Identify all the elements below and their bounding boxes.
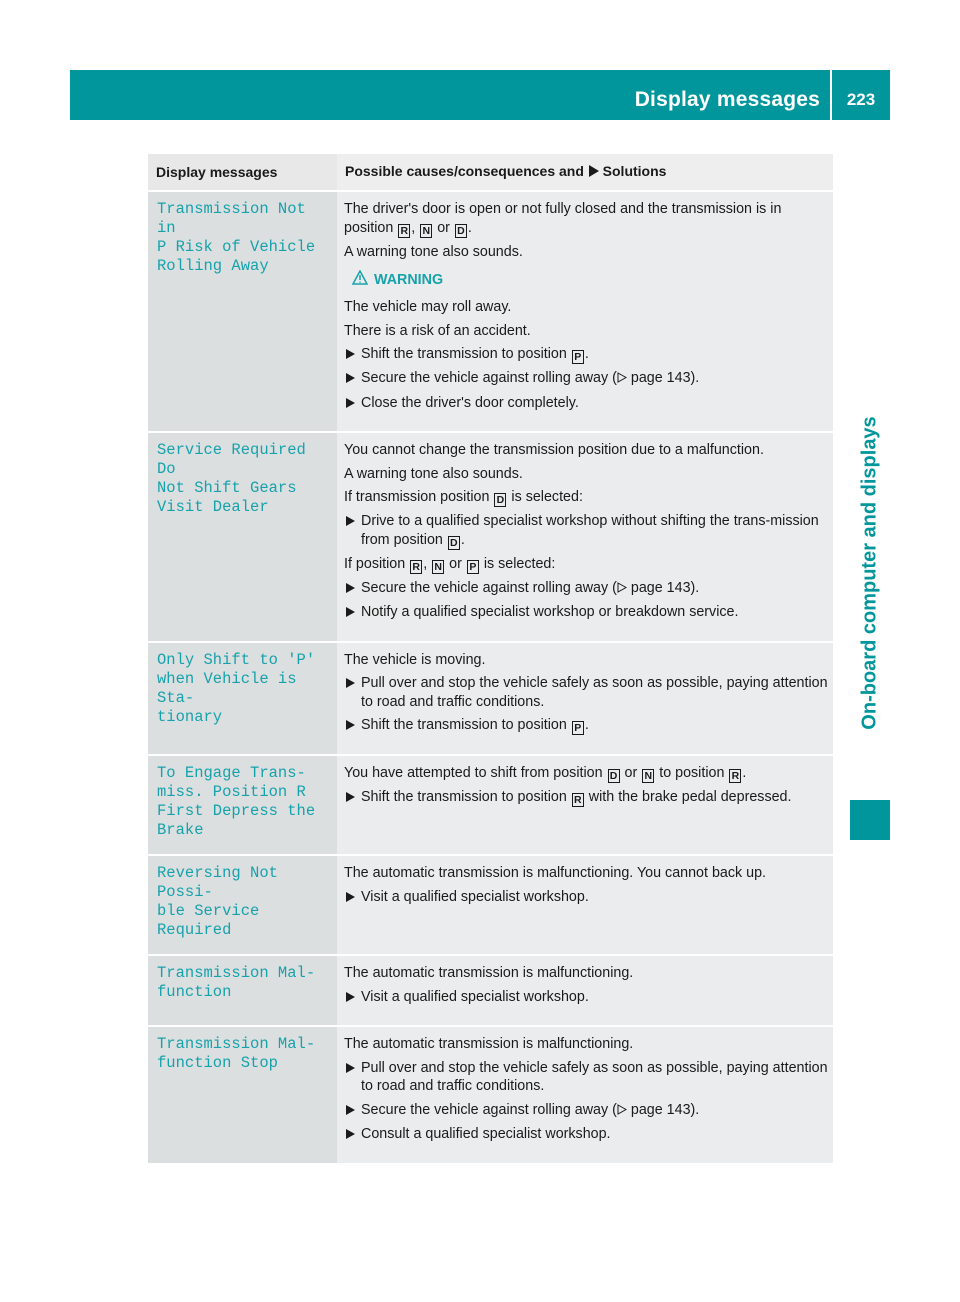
solution-cell [337, 432, 833, 642]
header-display-messages: Display messages [148, 154, 337, 191]
list-item: Visit a qualified specialist workshop. [344, 888, 829, 907]
page-number: 223 [846, 90, 876, 109]
list-item: Visit a qualified specialist workshop. [344, 988, 829, 1007]
warning-heading: WARNING [352, 270, 829, 289]
gear-p-icon: P [467, 560, 479, 574]
message-cell [148, 955, 337, 1026]
right-arrowhead-icon [346, 607, 355, 617]
header-causes-solutions: Possible causes/consequences and Solutions [337, 154, 833, 191]
gear-d-icon: D [455, 224, 467, 238]
display-message-text: Only Shift to 'P' when Vehicle is Sta‐ tionary [157, 650, 316, 726]
paragraph: You have attempted to shift from position D or N to position R . [344, 765, 747, 782]
warning-triangle-icon [352, 270, 374, 289]
list-item: Secure the vehicle against rolling away ( page 143). [344, 369, 829, 389]
gear-n-icon: N [420, 224, 432, 238]
table-row [148, 1026, 833, 1164]
table-row [148, 855, 833, 955]
right-arrowhead-icon [346, 720, 355, 730]
gear-n-icon: N [432, 560, 444, 574]
paragraph: A warning tone also sounds. [344, 243, 523, 260]
table-row [148, 955, 833, 1026]
right-arrowhead-icon [346, 792, 355, 802]
paragraph: The vehicle is moving. [344, 651, 486, 668]
message-cell [148, 432, 337, 642]
gear-r-icon: R [572, 793, 584, 807]
paragraph: A warning tone also sounds. [344, 465, 523, 482]
right-arrowhead-icon [346, 678, 355, 688]
right-arrowhead-icon [346, 892, 355, 902]
display-message-text: Transmission Mal‐ function [157, 964, 316, 1001]
paragraph: The automatic transmission is malfunctioning. [344, 965, 634, 981]
solution-cell [337, 642, 833, 756]
solution-cell [337, 955, 833, 1026]
paragraph: If transmission position D is selected: [344, 489, 583, 506]
right-arrowhead-icon [588, 164, 599, 180]
paragraph: There is a risk of an accident. [344, 322, 531, 339]
table-header-row [148, 154, 833, 191]
chapter-side-tab [850, 120, 890, 730]
paragraph: The vehicle may roll away. [344, 299, 512, 315]
list-item: Shift the transmission to position P . [344, 716, 829, 735]
chapter-label: On-board computer and displays [858, 416, 881, 730]
table-row [148, 432, 833, 642]
table-row [148, 755, 833, 855]
message-cell [148, 642, 337, 756]
list-item: Shift the transmission to position P . [344, 345, 829, 364]
right-arrowhead-icon [346, 349, 355, 359]
right-arrowhead-icon [346, 398, 355, 408]
gear-d-icon: D [448, 536, 460, 550]
list-item: Shift the transmission to position R with the brake pedal depressed. [344, 788, 829, 807]
solution-cell [337, 1026, 833, 1164]
right-arrowhead-icon [346, 1063, 355, 1073]
display-message-text: Transmission Mal‐ function Stop [157, 1035, 316, 1072]
gear-r-icon: R [398, 224, 410, 238]
page-ref-triangle-icon [617, 370, 627, 389]
gear-p-icon: P [572, 721, 584, 735]
list-item: Pull over and stop the vehicle safely as soon as possible, paying attention to road and traffic conditions. [344, 1059, 829, 1096]
message-cell [148, 191, 337, 432]
gear-r-icon: R [410, 560, 422, 574]
paragraph: The driver's door is open or not fully closed and the transmission is in position R , N or D . [344, 201, 782, 237]
display-message-text: Service Required Do Not Shift Gears Visit Dealer [157, 441, 306, 516]
message-cell [148, 855, 337, 955]
paragraph: The automatic transmission is malfunctioning. You cannot back up. [344, 865, 766, 881]
page-header-bar [70, 70, 890, 120]
list-item: Drive to a qualified specialist workshop without shifting the trans-mission from position D . [344, 512, 829, 550]
page-ref-triangle-icon [617, 580, 627, 599]
table-row [148, 191, 833, 432]
solution-cell [337, 191, 833, 432]
page-ref-triangle-icon [617, 1102, 627, 1121]
display-message-text: Transmission Not in P Risk of Vehicle Rolling Away [157, 200, 316, 275]
list-item: Close the driver's door completely. [344, 394, 829, 413]
gear-d-icon: D [494, 493, 506, 507]
display-messages-table [148, 154, 833, 1165]
gear-r-icon: R [729, 769, 741, 783]
table-row [148, 642, 833, 756]
message-cell [148, 755, 337, 855]
right-arrowhead-icon [346, 373, 355, 383]
solution-cell [337, 855, 833, 955]
section-title: Display messages [634, 88, 820, 111]
list-item: Consult a qualified specialist workshop. [344, 1125, 829, 1144]
right-arrowhead-icon [346, 1105, 355, 1115]
paragraph: The automatic transmission is malfunctioning. [344, 1036, 634, 1052]
gear-p-icon: P [572, 350, 584, 364]
gear-n-icon: N [642, 769, 654, 783]
list-item: Secure the vehicle against rolling away ( page 143). [344, 579, 829, 599]
chapter-marker-block [850, 800, 890, 840]
list-item: Pull over and stop the vehicle safely as soon as possible, paying attention to road and traffic conditions. [344, 674, 829, 711]
list-item: Notify a qualified specialist workshop or breakdown service. [344, 603, 829, 622]
display-message-text: Reversing Not Possi‐ ble Service Required [157, 864, 278, 939]
paragraph: You cannot change the transmission position due to a malfunction. [344, 442, 764, 458]
list-item: Secure the vehicle against rolling away ( page 143). [344, 1101, 829, 1121]
message-cell [148, 1026, 337, 1164]
solution-cell [337, 755, 833, 855]
paragraph: If position R , N or P is selected: [344, 555, 556, 573]
display-message-text: To Engage Trans‐ miss. Position R First Depress the Brake [157, 764, 316, 839]
right-arrowhead-icon [346, 1129, 355, 1139]
right-arrowhead-icon [346, 992, 355, 1002]
right-arrowhead-icon [346, 583, 355, 593]
right-arrowhead-icon [346, 516, 355, 526]
gear-d-icon: D [608, 769, 620, 783]
